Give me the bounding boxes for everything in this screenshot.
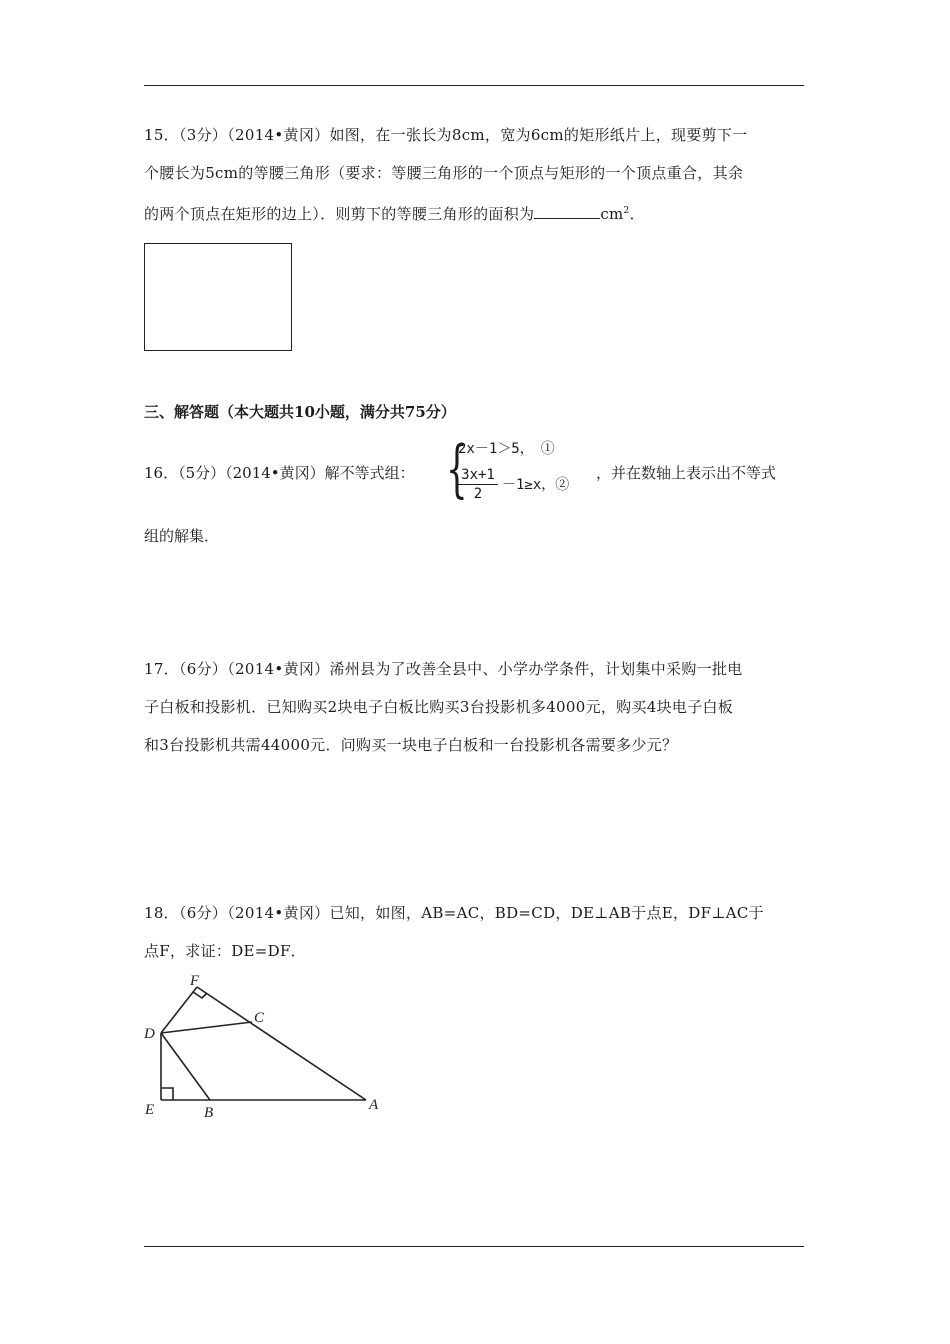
q15-line-2: 个腰长为5cm的等腰三角形（要求：等腰三角形的一个顶点与矩形的一个顶点重合，其余 bbox=[144, 164, 744, 182]
q15-line-1: 15．（3分）（2014•黄冈）如图，在一张长为8cm，宽为6cm的矩形纸片上，现要剪下一 bbox=[144, 126, 748, 144]
q17-line-3: 和3台投影机共需44000元．问购买一块电子白板和一台投影机各需要多少元？ bbox=[144, 736, 678, 754]
left-brace: { bbox=[446, 432, 468, 505]
question-15 bbox=[144, 116, 804, 233]
label-f: F bbox=[190, 973, 200, 989]
section-heading: 三、解答题（本大题共10小题，满分共75分） bbox=[144, 403, 456, 421]
segment-fa bbox=[197, 987, 366, 1100]
question-18 bbox=[144, 894, 804, 970]
segment-dc bbox=[161, 1022, 252, 1033]
segment-df bbox=[161, 987, 197, 1033]
fraction-denominator: 2 bbox=[473, 486, 483, 502]
right-angle-mark-e bbox=[161, 1088, 173, 1100]
q18-line-1: 18．（6分）（2014•黄冈）已知，如图，AB=AC，BD=CD，DE⊥AB于点E，DF⊥AC于 bbox=[144, 904, 764, 922]
label-c: C bbox=[254, 1010, 265, 1026]
q16-line-2: 组的解集． bbox=[144, 527, 220, 545]
label-b: B bbox=[204, 1105, 214, 1121]
footer-rule bbox=[144, 1246, 804, 1247]
label-e: E bbox=[145, 1102, 155, 1118]
q17-line-1: 17．（6分）（2014•黄冈）浠州县为了改善全县中、小学办学条件，计划集中采购一批电 bbox=[144, 660, 743, 678]
q18-line-2: 点F，求证：DE=DF． bbox=[144, 942, 306, 960]
q16-lead: 16．（5分）（2014•黄冈）解不等式组： bbox=[144, 464, 415, 482]
question-17 bbox=[144, 650, 804, 764]
geometry-figure bbox=[140, 972, 390, 1132]
inequality-2-rest: －1≥x，② bbox=[502, 477, 570, 493]
header-rule bbox=[144, 85, 804, 86]
segment-db bbox=[161, 1033, 210, 1100]
label-a: A bbox=[369, 1097, 379, 1113]
answer-blank bbox=[534, 204, 600, 219]
rectangle-figure bbox=[144, 243, 292, 351]
inequality-1: 2x－1＞5， ① bbox=[458, 441, 555, 457]
unit-exponent: 2 bbox=[623, 206, 630, 216]
area-unit: cm bbox=[600, 205, 624, 223]
fraction-numerator: 3x+1 bbox=[458, 466, 498, 485]
fraction bbox=[458, 466, 498, 503]
inequality-system bbox=[446, 432, 596, 510]
q17-line-2: 子白板和投影机．已知购买2块电子白板比购买3台投影机多4000元，购买4块电子白板 bbox=[144, 698, 734, 716]
question-16 bbox=[144, 432, 814, 510]
q16-trail: ，并在数轴上表示出不等式 bbox=[596, 464, 777, 482]
q15-line-3: 的两个顶点在矩形的边上）．则剪下的等腰三角形的面积为 $cm^2$． bbox=[144, 205, 645, 223]
label-d: D bbox=[144, 1026, 155, 1042]
